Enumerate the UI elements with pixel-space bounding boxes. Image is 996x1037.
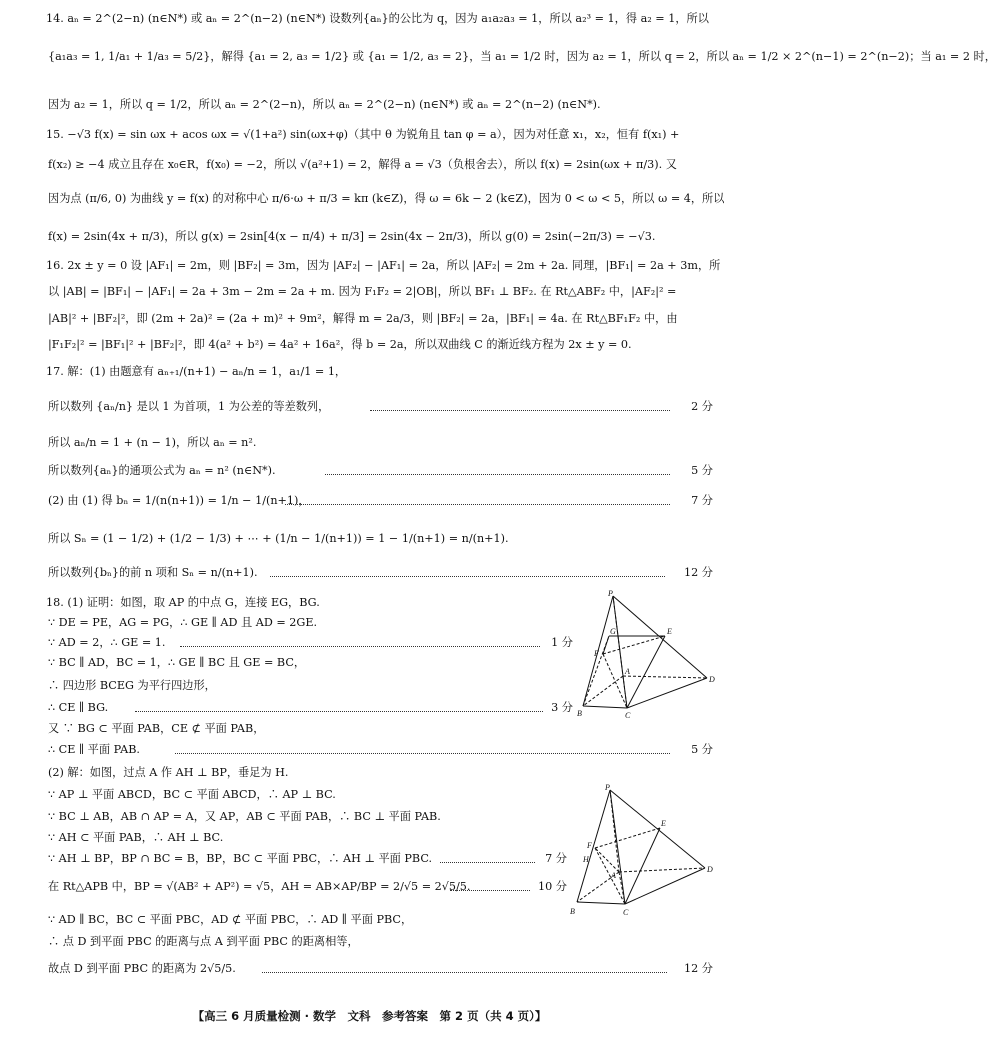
score-mark: 3 分 — [551, 701, 573, 714]
q15-line-4: f(x) = 2sin(4x + π/3)，所以 g(x) = 2sin[4(x − π/4) + π/3] = 2sin(4x − 2π/3)，所以 g(0) = 2sin(−2π/3) = −√3. — [48, 230, 656, 243]
page-footer: 【高三 6 月质量检测 · 数学 文科 参考答案 第 2 页（共 4 页）】 — [192, 1009, 547, 1023]
vertex-label: F — [594, 649, 599, 658]
q18-line-10: ∵ AP ⊥ 平面 ABCD，BC ⊂ 平面 ABCD，∴ AP ⊥ BC. — [48, 788, 336, 801]
leader-dots — [262, 972, 667, 973]
q18-line-1: 18. (1) 证明：如图，取 AP 的中点 G，连接 EG，BG. — [46, 596, 320, 609]
q17-line-5: (2) 由 (1) 得 bₙ = 1/(n(n+1)) = 1/n − 1/(n+1)， — [48, 494, 310, 507]
q18-line-6: ∴ CE ∥ BG. — [48, 701, 109, 714]
vertex-label: P — [608, 589, 613, 598]
leader-dots — [180, 646, 540, 647]
q16-line-2: 以 |AB| = |BF₁| − |AF₁| = 2a + 3m − 2m = 2a + m. 因为 F₁F₂ = 2|OB|，所以 BF₁ ⊥ BF₂. 在 Rt△ABF₂ 中，|AF₂|² = — [48, 285, 677, 298]
vertex-label: B — [577, 709, 582, 718]
score-mark: 10 分 — [538, 880, 567, 893]
q18-line-14: 在 Rt△APB 中，BP = √(AB² + AP²) = √5，AH = AB×AP/BP = 2/√5 = 2√5/5. — [48, 880, 471, 893]
q18-line-17: 故点 D 到平面 PBC 的距离为 2√5/5. — [48, 962, 236, 975]
leader-dots — [285, 504, 670, 505]
leader-dots — [325, 474, 670, 475]
q18-line-9: (2) 解：如图，过点 A 作 AH ⊥ BP，垂足为 H. — [48, 766, 289, 779]
vertex-label: H — [583, 855, 589, 864]
leader-dots — [175, 753, 670, 754]
vertex-label: C — [623, 908, 629, 917]
q18-line-4: ∵ BC ∥ AD，BC = 1，∴ GE ∥ BC 且 GE = BC， — [48, 656, 306, 669]
q17-line-4: 所以数列{aₙ}的通项公式为 aₙ = n² (n∈N*). — [48, 464, 276, 477]
q17-line-6: 所以 Sₙ = (1 − 1/2) + (1/2 − 1/3) + ⋯ + (1/n − 1/(n+1)) = 1 − 1/(n+1) = n/(n+1). — [48, 532, 509, 545]
vertex-label: B — [570, 907, 575, 916]
pyramid-figure-1 — [575, 588, 725, 720]
score-mark: 1 分 — [551, 636, 573, 649]
leader-dots — [135, 711, 543, 712]
score-mark: 5 分 — [691, 743, 713, 756]
q17-line-7: 所以数列{bₙ}的前 n 项和 Sₙ = n/(n+1). — [48, 566, 258, 579]
q18-line-5: ∴ 四边形 BCEG 为平行四边形， — [48, 679, 216, 692]
q18-line-11: ∵ BC ⊥ AB，AB ∩ AP = A，又 AP，AB ⊂ 平面 PAB，∴ BC ⊥ 平面 PAB. — [48, 810, 441, 823]
vertex-label: E — [661, 819, 666, 828]
vertex-label: F — [587, 841, 592, 850]
vertex-label: D — [709, 675, 715, 684]
score-mark: 7 分 — [691, 494, 713, 507]
vertex-label: E — [667, 627, 672, 636]
q17-line-3: 所以 aₙ/n = 1 + (n − 1)，所以 aₙ = n². — [48, 436, 257, 449]
vertex-label: D — [707, 865, 713, 874]
score-mark: 12 分 — [684, 962, 713, 975]
score-mark: 5 分 — [691, 464, 713, 477]
q18-line-7: 又 ∵ BG ⊂ 平面 PAB，CE ⊄ 平面 PAB， — [48, 722, 265, 735]
q14-line-2: {a₁a₃ = 1, 1/a₁ + 1/a₃ = 5/2}，解得 {a₁ = 2, a₃ = 1/2} 或 {a₁ = 1/2, a₃ = 2}，当 a₁ = 1/2 时，因为 a₂ = 1，所以 q = 2，所以 aₙ = 1/2 × 2^(n−1) = 2^(n−2)；当 a₁ = 2 时， — [48, 50, 996, 63]
leader-dots — [440, 862, 535, 863]
q18-line-16: ∴ 点 D 到平面 PBC 的距离与点 A 到平面 PBC 的距离相等， — [48, 935, 359, 948]
vertex-label: A — [611, 871, 616, 880]
q15-line-2: f(x₂) ≥ −4 成立且存在 x₀∈R，f(x₀) = −2，所以 √(a²+1) = 2，解得 a = √3（负根舍去），所以 f(x) = 2sin(ωx + π/3). 又 — [48, 158, 677, 171]
q17-line-2: 所以数列 {aₙ/n} 是以 1 为首项，1 为公差的等差数列， — [48, 400, 330, 413]
score-mark: 7 分 — [545, 852, 567, 865]
q16-line-4: |F₁F₂|² = |BF₁|² + |BF₂|²，即 4(a² + b²) = 4a² + 16a²，得 b = 2a，所以双曲线 C 的渐近线方程为 2x ± y = 0. — [48, 338, 632, 351]
pyramid-figure-2 — [565, 782, 725, 918]
vertex-label: P — [605, 783, 610, 792]
q18-line-12: ∵ AH ⊂ 平面 PAB，∴ AH ⊥ BC. — [48, 831, 224, 844]
score-mark: 12 分 — [684, 566, 713, 579]
q14-line-1: 14. aₙ = 2^(2−n) (n∈N*) 或 aₙ = 2^(n−2) (n∈N*) 设数列{aₙ}的公比为 q，因为 a₁a₂a₃ = 1，所以 a₂³ = 1，得 a₂ = 1，所以 — [46, 12, 709, 25]
q15-line-3: 因为点 (π/6, 0) 为曲线 y = f(x) 的对称中心 π/6·ω + π/3 = kπ (k∈Z)，得 ω = 6k − 2 (k∈Z)，因为 0 < ω < 5，所以 ω = 4，所以 — [48, 192, 725, 205]
q14-line-3: 因为 a₂ = 1，所以 q = 1/2，所以 aₙ = 2^(2−n)，所以 aₙ = 2^(2−n) (n∈N*) 或 aₙ = 2^(n−2) (n∈N*). — [48, 98, 601, 111]
leader-dots — [450, 890, 530, 891]
score-mark: 2 分 — [691, 400, 713, 413]
q18-line-15: ∵ AD ∥ BC，BC ⊂ 平面 PBC，AD ⊄ 平面 PBC，∴ AD ∥ 平面 PBC， — [48, 913, 413, 926]
q16-line-1: 16. 2x ± y = 0 设 |AF₁| = 2m，则 |BF₂| = 3m，因为 |AF₂| − |AF₁| = 2a，所以 |AF₂| = 2m + 2a. 同理，|BF₁| = 2a + 3m，所 — [46, 259, 721, 272]
q18-line-2: ∵ DE = PE，AG = PG，∴ GE ∥ AD 且 AD = 2GE. — [48, 616, 318, 629]
q18-line-8: ∴ CE ∥ 平面 PAB. — [48, 743, 140, 756]
q16-line-3: |AB|² + |BF₂|²，即 (2m + 2a)² = (2a + m)² + 9m²，解得 m = 2a/3，则 |BF₂| = 2a，|BF₁| = 4a. 在 Rt△BF₁F₂ 中，由 — [48, 312, 678, 325]
vertex-label: A — [625, 667, 630, 676]
q17-line-1: 17. 解：(1) 由题意有 aₙ₊₁/(n+1) − aₙ/n = 1，a₁/1 = 1， — [46, 365, 347, 378]
q18-line-13: ∵ AH ⊥ BP，BP ∩ BC = B，BP，BC ⊂ 平面 PBC，∴ AH ⊥ 平面 PBC. — [48, 852, 433, 865]
q15-line-1: 15. −√3 f(x) = sin ωx + acos ωx = √(1+a²) sin(ωx+φ)（其中 θ 为锐角且 tan φ = a），因为对任意 x₁，x₂，恒有 f(x₁) + — [46, 128, 680, 141]
vertex-label: G — [610, 627, 616, 636]
leader-dots — [270, 576, 665, 577]
vertex-label: C — [625, 711, 631, 720]
q18-line-3: ∵ AD = 2，∴ GE = 1. — [48, 636, 166, 649]
leader-dots — [370, 410, 670, 411]
